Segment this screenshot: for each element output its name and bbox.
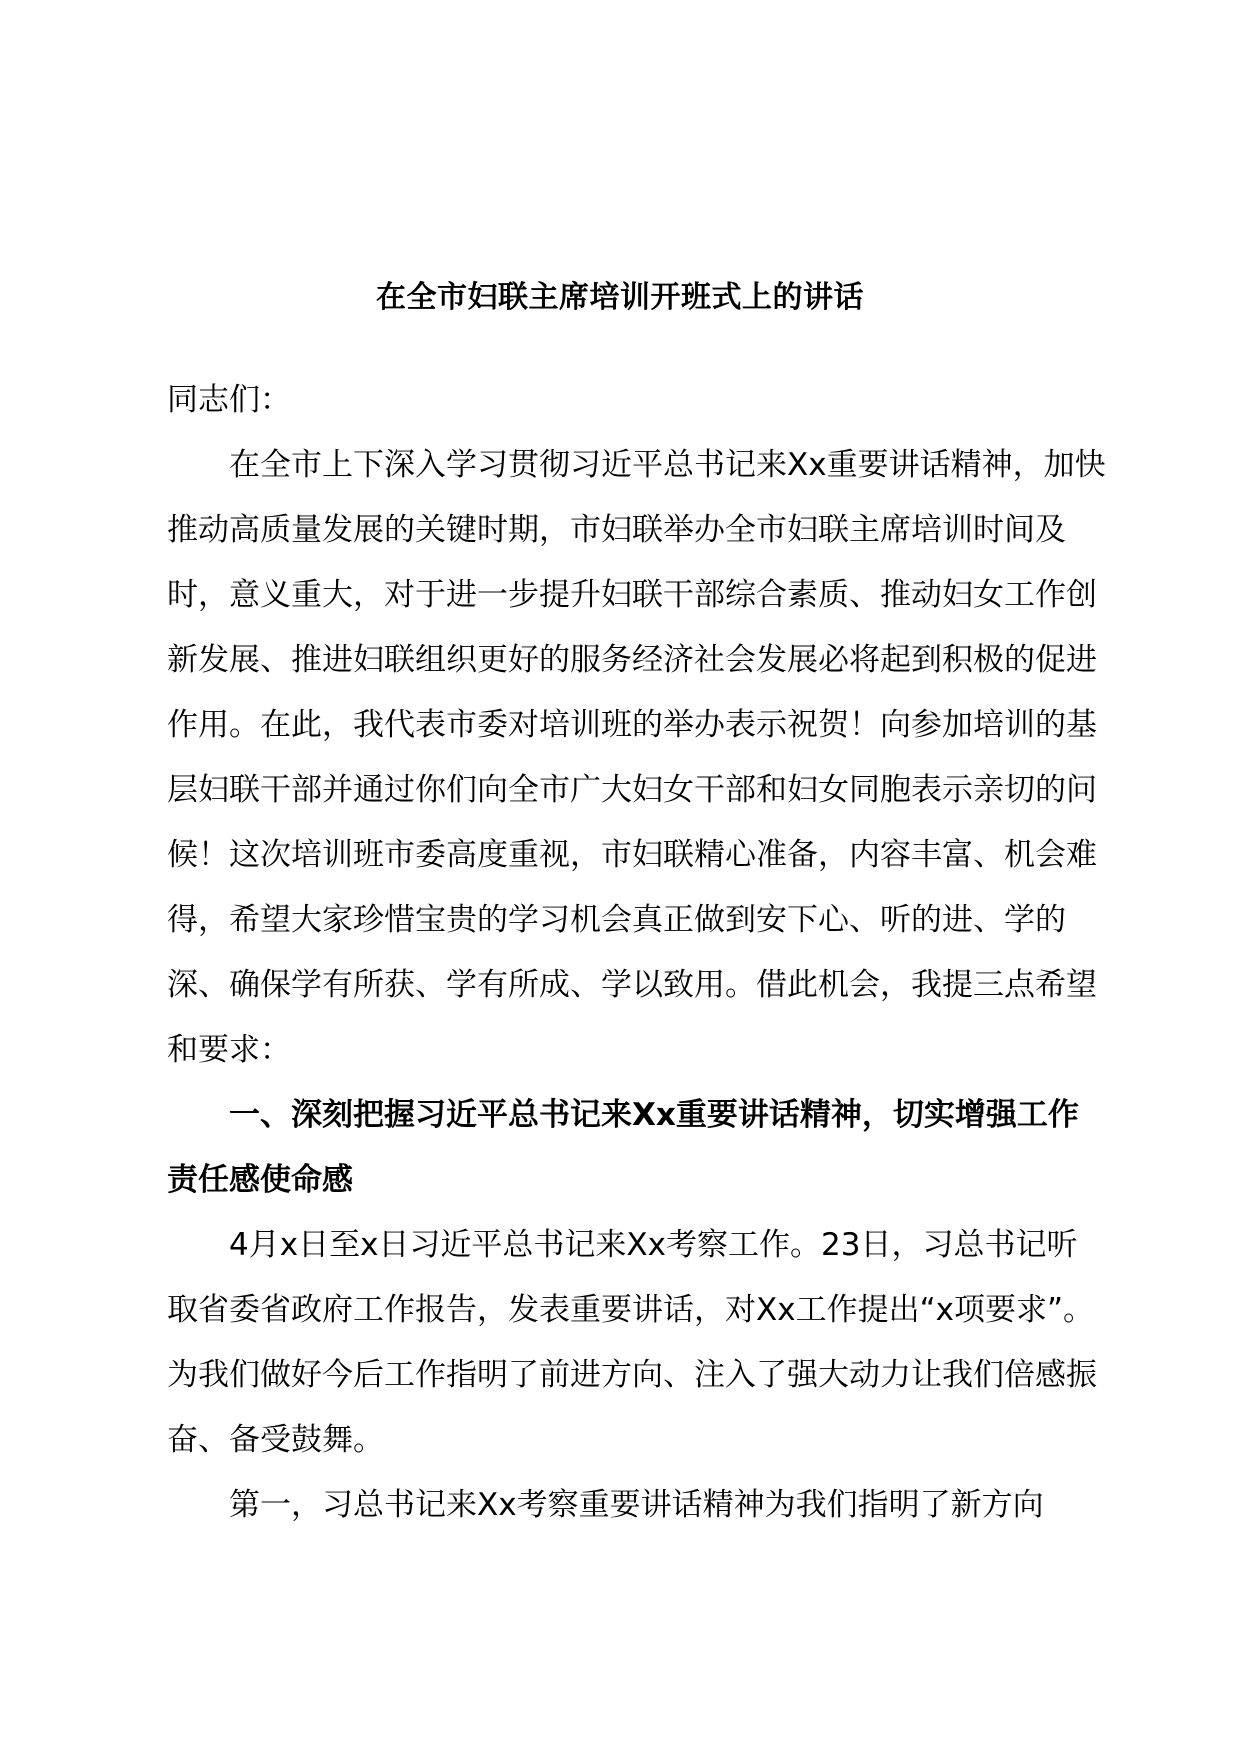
intro-paragraph: 在全市上下深入学习贯彻习近平总书记来Xx重要讲话精神，加快推动高质量发展的关键时期，市妇联举办全市妇联主席培训时间及时，意义重大，对于进一步提升妇联干部综合素质、推动妇女工作创新发展、推进妇联组织更好的服务经济社会发展必将起到积极的促进作用。在此，我代表市委对培训班的举办表示祝贺！向参加培训的基层妇联干部并通过你们向全市广大妇女干部和妇女同胞表示亲切的问候！这次培训班市委高度重视，市妇联精心准备，内容丰富、机会难得，希望大家珍惜宝贵的学习机会真正做到安下心、听的进、学的深、确保学有所获、学有所成、学以致用。借此机会，我提三点希望和要求： (167, 447, 1106, 1068)
section-heading-1: 一、深刻把握习近平总书记来Xx重要讲话精神，切实增强工作责任感使命感 (167, 1097, 1079, 1198)
section-paragraph-1: 4月x日至x日习近平总书记来Xx考察工作。23日，习总书记听取省委省政府工作报告，发表重要讲话，对Xx工作提出“x项要求”。为我们做好今后工作指明了前进方向、注入了强大动力让我们倍感振奋、备受鼓舞。 (167, 1227, 1097, 1458)
salutation: 同志们： (167, 382, 291, 418)
document-title: 在全市妇联主席培训开班式上的讲话 (376, 280, 864, 315)
document-body (167, 368, 1107, 1538)
section-paragraph-2: 第一，习总书记来Xx考察重要讲话精神为我们指明了新方向 (229, 1487, 1044, 1523)
